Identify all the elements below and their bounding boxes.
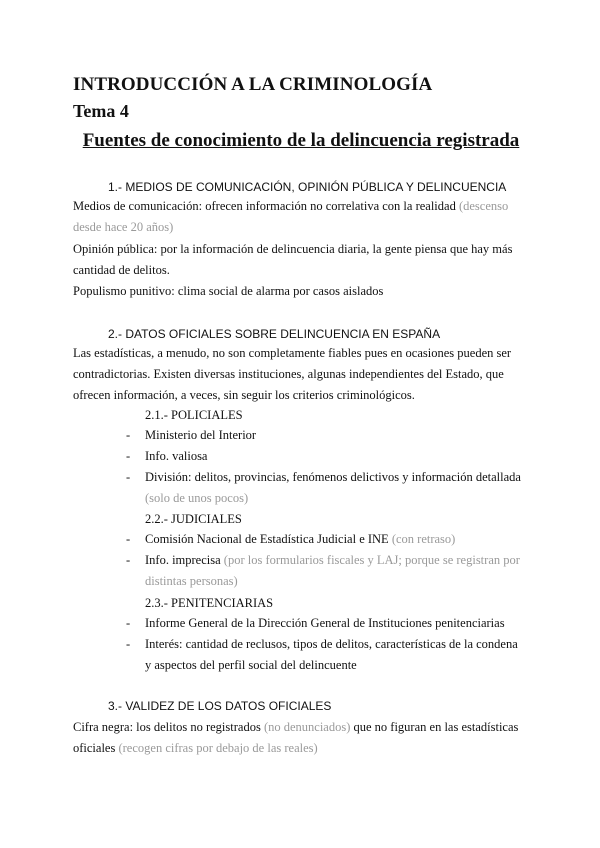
section-2-heading: 2.- DATOS OFICIALES SOBRE DELINCUENCIA EN ESPAÑA [108, 327, 441, 341]
section-2-intro: Las estadísticas, a menudo, no son completamente fiables pues en ocasiones pueden ser contradictorias. Existen diversas instituciones, algunas independientes del Estado, que ofrecen información, a veces, sin seguir los criterios criminológicos. [73, 346, 512, 402]
section-1-paragraph-populism: Populismo punitivo: clima social de alarma por casos aislados [73, 284, 384, 298]
bullet-dash: - [126, 616, 131, 630]
subsection-prison-heading: 2.3.- PENITENCIARIAS [145, 596, 274, 610]
list-item: - División: delitos, provincias, fenómenos delictivos y información detallada (solo de unos pocos) [0, 467, 525, 509]
subsection-judicial-heading: 2.2.- JUDICIALES [145, 512, 242, 526]
cifra-negra-note-1: (no denunciados) [263, 720, 351, 734]
subsection-police-heading: 2.1.- POLICIALES [145, 408, 243, 422]
list-item: - Comisión Nacional de Estadística Judicial e INE (con retraso) [0, 529, 525, 550]
bullet-dash: - [126, 532, 131, 546]
judicial-list [0, 529, 600, 592]
prison-list [0, 613, 600, 676]
police-list [0, 425, 600, 509]
main-title: Fuentes de conocimiento de la delincuencia registrada [82, 130, 520, 151]
bullet-dash: - [126, 553, 131, 567]
section-3-heading: 3.- VALIDEZ DE LOS DATOS OFICIALES [108, 699, 332, 713]
bullet-dash: - [126, 428, 131, 442]
list-item: - Ministerio del Interior [0, 425, 525, 446]
list-item: - Info. valiosa [0, 446, 525, 467]
section-1-paragraph-opinion: Opinión pública: por la información de delincuencia diaria, la gente piensa que hay más cantidad de delitos. [73, 242, 513, 277]
list-item: - Interés: cantidad de reclusos, tipos de delitos, características de la condena y aspectos del perfil social del delincuente [0, 634, 525, 676]
section-1-paragraph-media [73, 196, 533, 238]
bullet-dash: - [126, 637, 131, 651]
judicial-item-note: (con retraso) [391, 532, 456, 546]
judicial-item-note: (por los formularios fiscales y LAJ; porque se registran por distintas personas) [145, 553, 520, 588]
list-item: - Informe General de la Dirección General de Instituciones penitenciarias [0, 613, 525, 634]
list-item: - Info. imprecisa (por los formularios fiscales y LAJ; porque se registran por distintas personas) [0, 550, 525, 592]
cifra-negra-note-2: (recogen cifras por debajo de las reales) [118, 741, 318, 755]
section-1-heading: 1.- MEDIOS DE COMUNICACIÓN, OPINIÓN PÚBLICA Y DELINCUENCIA [108, 180, 507, 194]
bullet-dash: - [126, 470, 131, 484]
bullet-dash: - [126, 449, 131, 463]
police-item-note: (solo de unos pocos) [145, 491, 249, 505]
media-text: Medios de comunicación: ofrecen información no correlativa con la realidad [73, 199, 459, 213]
section-3-paragraph: Cifra negra: los delitos no registrados (no denunciados) que no figuran en las estadísticas oficiales (recogen cifras por debajo de las reales) [73, 720, 519, 755]
topic-label: Tema 4 [73, 101, 129, 121]
course-title: INTRODUCCIÓN A LA CRIMINOLOGÍA [73, 74, 433, 95]
media-note: (descenso desde hace 20 años) [73, 199, 509, 234]
